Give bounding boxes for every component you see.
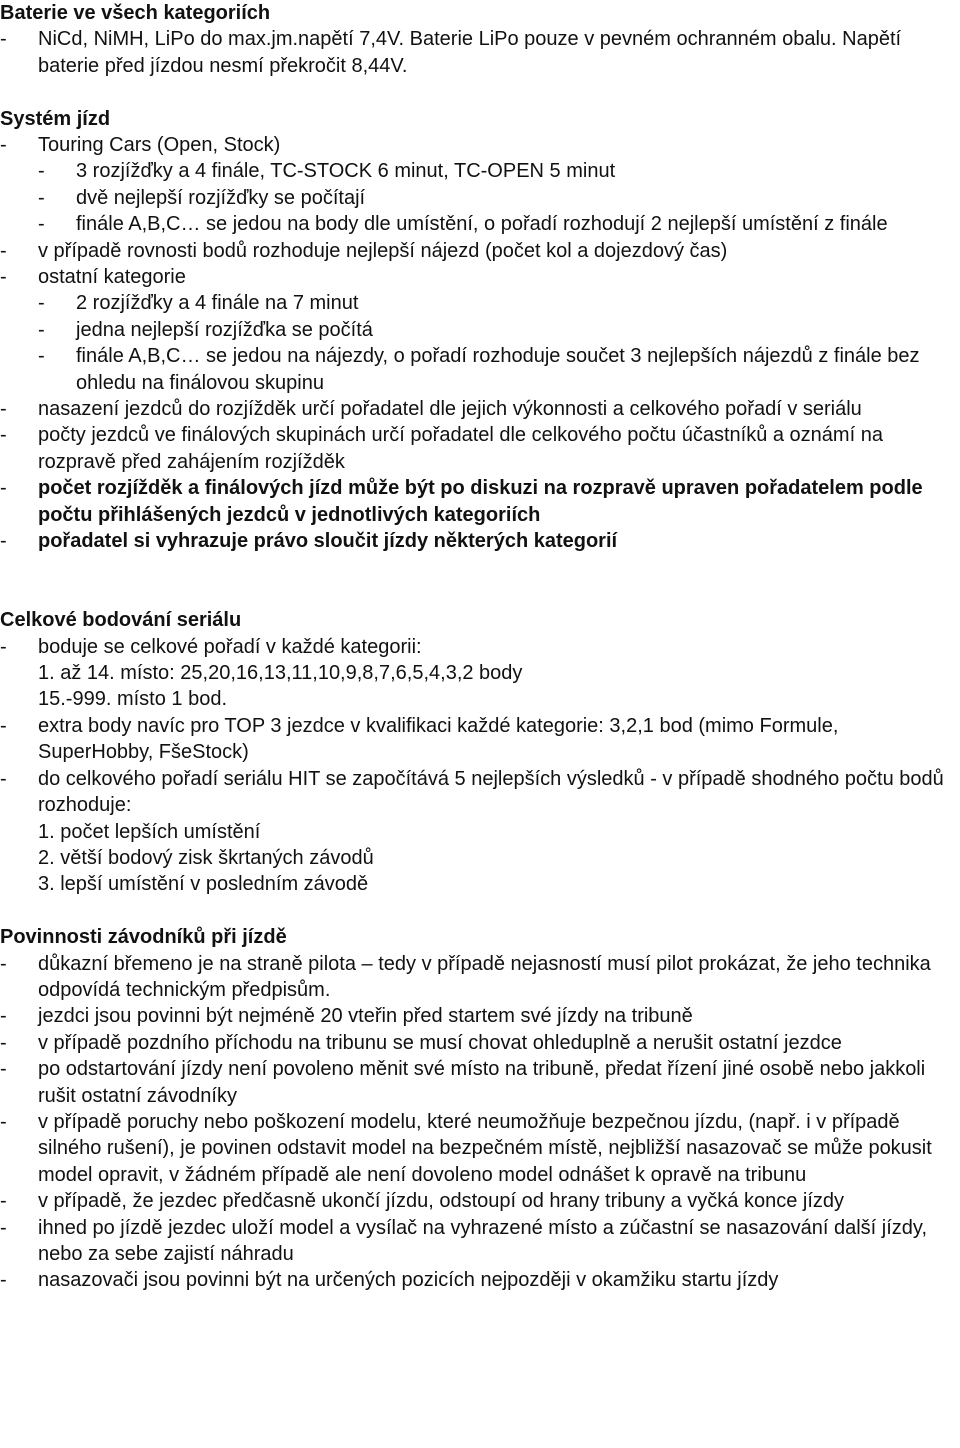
- list-item-text: v případě, že jezdec předčasně ukončí jízdu, odstoupí od hrany tribuny a vyčká konce jízdy: [38, 1190, 845, 1213]
- list-item-text: ihned po jízdě jezdec uloží model a vysílač na vyhrazené místo a zúčastní se nasazování další jízdy, nebo za sebe zajistí náhradu: [38, 1216, 927, 1265]
- spacer: [0, 898, 954, 924]
- sublist-item: [38, 317, 954, 343]
- dash-marker: -: [0, 530, 7, 553]
- list-item: [0, 1030, 954, 1056]
- tiebreak-line: 1. počet lepších umístění: [38, 820, 261, 843]
- sublist: [0, 158, 954, 237]
- dash-marker: -: [0, 952, 7, 975]
- list-item: [0, 951, 954, 1004]
- dash-marker: -: [0, 28, 7, 51]
- list-item: [0, 422, 954, 475]
- section-title: Baterie ve všech kategoriích: [0, 2, 271, 24]
- sublist-item-text: finále A,B,C… se jedou na nájezdy, o pořadí rozhoduje součet 3 nejlepších nájezdů z finále bez ohledu na finálovou skupinu: [76, 345, 920, 394]
- sublist-item-text: 2 rozjížďky a 4 finále na 7 minut: [76, 292, 359, 315]
- section-race-system: [0, 106, 954, 555]
- list-item: [0, 1003, 954, 1029]
- list-item: [0, 132, 954, 158]
- list-item-text: počty jezdců ve finálových skupinách určí pořadatel dle celkového počtu účastníků a oznámí na rozpravě před zahájením rozjížděk: [38, 424, 883, 473]
- dash-marker: -: [0, 1031, 7, 1054]
- dash-marker: -: [38, 292, 45, 315]
- list-item: [0, 1188, 954, 1214]
- sublist-item-text: 3 rozjížďky a 4 finále, TC-STOCK 6 minut, TC-OPEN 5 minut: [76, 160, 616, 183]
- list-item: [0, 238, 954, 264]
- dash-marker: -: [0, 477, 7, 500]
- dash-marker: -: [38, 213, 45, 236]
- list-item-text: do celkového pořadí seriálu HIT se započítává 5 nejlepších výsledků - v případě shodného počtu bodů rozhoduje:: [38, 767, 944, 817]
- sublist-item: [38, 158, 954, 184]
- section-title: Povinnosti závodníků při jízdě: [0, 926, 287, 949]
- score-line: 1. až 14. místo: 25,20,16,13,11,10,9,8,7,6,5,4,3,2 body: [38, 662, 523, 685]
- dash-marker: -: [0, 133, 7, 156]
- dash-marker: -: [0, 1110, 7, 1133]
- dash-marker: -: [0, 424, 7, 447]
- list-item-text: NiCd, NiMH, LiPo do max.jm.napětí 7,4V. Baterie LiPo pouze v pevném ochranném obalu. Napětí baterie před jízdou nesmí překročit 8,44V.: [38, 28, 902, 77]
- list-item-text: důkazní břemeno je na straně pilota – tedy v případě nejasností musí pilot prokázat, že jeho technika odpovídá technickým předpisům.: [38, 952, 931, 1001]
- dash-marker: -: [0, 1190, 7, 1213]
- list-item: [0, 475, 954, 528]
- list-item: [0, 713, 954, 766]
- sublist-item-text: jedna nejlepší rozjížďka se počítá: [76, 318, 373, 341]
- sublist-item-text: finále A,B,C… se jedou na body dle umístění, o pořadí rozhodují 2 nejlepší umístění z finále: [76, 213, 888, 236]
- score-line: 15.-999. místo 1 bod.: [38, 688, 228, 711]
- dash-marker: -: [0, 398, 7, 421]
- list-item-text: Touring Cars (Open, Stock): [38, 133, 281, 156]
- dash-marker: -: [0, 714, 7, 737]
- dash-marker: -: [38, 160, 45, 183]
- list-item: [0, 1109, 954, 1188]
- list-item-text: ostatní kategorie: [38, 266, 186, 289]
- dash-marker: -: [38, 186, 45, 209]
- dash-marker: -: [0, 635, 7, 658]
- section-batteries: [0, 0, 954, 79]
- list-item: [0, 528, 954, 554]
- dash-marker: -: [0, 266, 7, 289]
- list-item-text: po odstartování jízdy není povoleno měnit své místo na tribuně, předat řízení jiné osobě nebo jakkoli rušit ostatní závodníky: [38, 1058, 926, 1107]
- tiebreak-line: 2. větší bodový zisk škrtaných závodů: [38, 846, 374, 869]
- list-item-text-bold: počet rozjížděk a finálových jízd může být po diskuzi na rozpravě upraven pořadatelem podle počtu přihlášených jezdců v jednotlivých kategoriích: [38, 477, 923, 526]
- list-item-text: v případě poruchy nebo poškození modelu, které neumožňuje bezpečnou jízdu, (např. i v případě silného rušení), je povinen odstavit model na bezpečném místě, nejbližší nasazovač se může pokusit model opravit, v žádném případě ale není dovoleno model odnášet k opravě na tribunu: [38, 1110, 932, 1186]
- dash-marker: -: [0, 767, 7, 790]
- dash-marker: -: [0, 1058, 7, 1081]
- list-item-text: nasazení jezdců do rozjížděk určí pořadatel dle jejich výkonnosti a celkového pořadí v seriálu: [38, 398, 862, 421]
- dash-marker: -: [0, 1269, 7, 1292]
- sublist: [0, 290, 954, 396]
- dash-marker: -: [38, 345, 45, 368]
- section-title: Systém jízd: [0, 107, 111, 130]
- list-item-text: extra body navíc pro TOP 3 jezdce v kvalifikaci každé kategorie: 3,2,1 bod (mimo Formule, SuperHobby, FšeStock): [38, 714, 839, 764]
- list-item-text: v případě rovnosti bodů rozhoduje nejlepší nájezd (počet kol a dojezdový čas): [38, 239, 728, 262]
- list-item: [0, 1215, 954, 1268]
- section-scoring: [0, 607, 954, 897]
- sublist-item: [38, 211, 954, 237]
- dash-marker: -: [0, 1005, 7, 1028]
- list-item: [0, 766, 954, 819]
- dash-marker: -: [0, 239, 7, 262]
- dash-marker: -: [38, 318, 45, 341]
- list-item: [0, 1267, 954, 1293]
- dash-marker: -: [0, 1216, 7, 1239]
- sublist-item: [38, 185, 954, 211]
- tiebreak-line: 3. lepší umístění v posledním závodě: [38, 873, 369, 896]
- spacer: [0, 554, 954, 607]
- list-item: [0, 634, 954, 660]
- section-duties: [0, 924, 954, 1294]
- list-item-text: jezdci jsou povinni být nejméně 20 vteřin před startem své jízdy na tribuně: [38, 1005, 693, 1028]
- spacer: [0, 79, 954, 105]
- sublist-item: [38, 290, 954, 316]
- list-item: [0, 396, 954, 422]
- sublist-item-text: dvě nejlepší rozjížďky se počítají: [76, 186, 366, 209]
- list-item: [0, 26, 954, 79]
- section-title: Celkové bodování seriálu: [0, 609, 242, 632]
- list-item: [0, 264, 954, 290]
- list-item: [0, 1056, 954, 1109]
- sublist-item: [38, 343, 954, 396]
- list-item-text: boduje se celkové pořadí v každé kategorii:: [38, 635, 422, 658]
- list-item-text: v případě pozdního příchodu na tribunu se musí chovat ohleduplně a nerušit ostatní jezdce: [38, 1031, 842, 1054]
- list-item-text: nasazovači jsou povinni být na určených pozicích nejpozději v okamžiku startu jízdy: [38, 1269, 779, 1292]
- list-item-text-bold: pořadatel si vyhrazuje právo sloučit jízdy některých kategorií: [38, 530, 618, 553]
